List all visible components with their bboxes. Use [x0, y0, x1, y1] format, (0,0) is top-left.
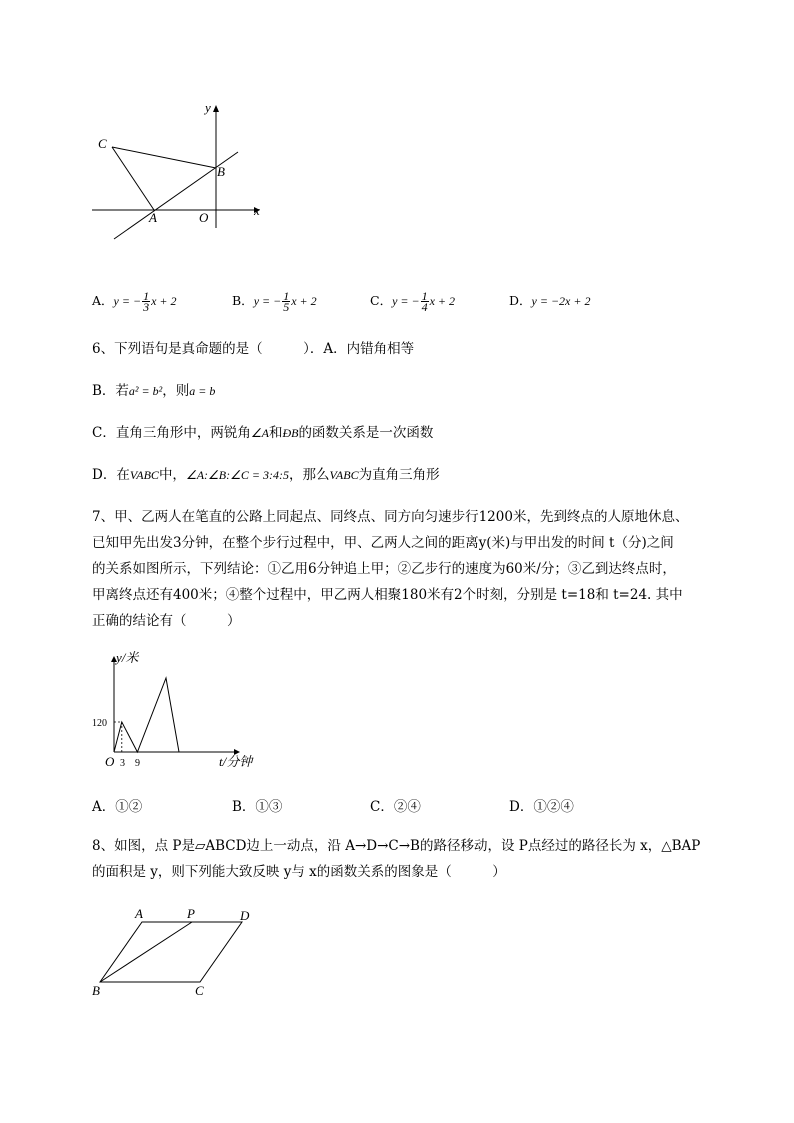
- option-expr-rhs: x + 2: [429, 294, 456, 308]
- origin-label: O: [105, 754, 115, 769]
- q5-option-c[interactable]: [370, 291, 455, 312]
- segment-bp: [100, 922, 192, 982]
- option-letter: B．: [232, 293, 254, 308]
- label-p: P: [187, 906, 195, 921]
- segment-ca: [112, 147, 154, 210]
- label-a: A: [135, 906, 143, 921]
- segment-cb: [112, 147, 216, 168]
- q7-option-b[interactable]: B．①③: [232, 799, 283, 815]
- label-x: x: [254, 203, 260, 218]
- distance-series-line: [114, 678, 179, 752]
- q7-stem-line1: 7、甲、乙两人在笔直的公路上同起点、同终点、同方向匀速步行1200米，先到终点的人原地休息、: [92, 509, 689, 525]
- label-d: D: [240, 908, 250, 923]
- fraction: $\frac{1}{3}$: [143, 289, 150, 314]
- q6-option-d[interactable]: D．在VABC中，∠A:∠B:∠C = 3:4:5，那么VABC为直角三角形: [92, 467, 440, 483]
- option-expr: y = −2x + 2: [531, 294, 591, 308]
- q8-stem-line2: 的面积是 y，则下列能大致反映 y与 x的函数关系的图象是（ ）: [92, 864, 506, 880]
- q7-option-c[interactable]: C．②④: [370, 799, 421, 815]
- option-expr-rhs: x + 2: [151, 294, 177, 308]
- tick-label-3: 3: [120, 758, 125, 769]
- q8-stem-line1: 8、如图，点 P是▱ABCD边上一动点，沿 A→D→C→B的路径移动，设 P点经过的路径长为 x，△BAP: [92, 838, 701, 854]
- y-axis-label: y/米: [116, 650, 139, 665]
- q5-option-b[interactable]: [232, 291, 317, 312]
- fraction: $\frac{1}{4}$: [421, 289, 428, 314]
- q5-option-d[interactable]: [509, 291, 590, 309]
- option-letter: C．: [370, 293, 393, 308]
- label-b: B: [92, 983, 100, 998]
- q7-stem-line4: 甲离终点还有400米；④整个过程中，甲乙两人相聚180米有2个时刻，分别是 t=18和 t=24. 其中: [92, 587, 683, 603]
- q5-option-a[interactable]: [92, 291, 177, 312]
- option-expr-lhs: y = −: [253, 294, 282, 308]
- q7-stem-line3: 的关系如图所示，下列结论：①乙用6分钟追上甲；②乙步行的速度为60米/分；③乙到达终点时，: [92, 561, 676, 577]
- option-expr-lhs: y = −: [392, 294, 420, 308]
- q6-stem: 6、下列语句是真命题的是（ ）．A．内错角相等: [92, 341, 415, 357]
- option-expr-rhs: x + 2: [291, 294, 317, 308]
- label-c: C: [195, 983, 204, 998]
- q7-option-d[interactable]: D．①②④: [509, 799, 574, 815]
- y-axis-arrow: [213, 105, 219, 112]
- tick-label-120: 120: [92, 718, 107, 729]
- x-axis-label: t/分钟: [219, 754, 253, 769]
- option-letter: A．: [92, 293, 114, 308]
- figure-parallelogram: [88, 904, 268, 1004]
- parallelogram-abcd: [100, 922, 242, 982]
- label-o: O: [199, 210, 209, 225]
- q7-option-a[interactable]: A．①②: [92, 799, 143, 815]
- q7-stem-line2: 已知甲先出发3分钟，在整个步行过程中，甲、乙两人之间的距离y(米)与甲出发的时间 t（分)之间: [92, 535, 674, 551]
- option-letter: D．: [509, 293, 532, 308]
- label-b: B: [217, 164, 225, 179]
- label-y: y: [205, 100, 211, 115]
- q6-option-c[interactable]: C．直角三角形中，两锐角∠A和ÐB的函数关系是一次函数: [92, 425, 434, 441]
- figure-coordinate-triangle: [88, 98, 278, 248]
- q7-stem-line5: 正确的结论有（ ）: [92, 613, 241, 629]
- option-expr-lhs: y = −: [113, 294, 142, 308]
- fraction: $\frac{1}{5}$: [283, 289, 290, 314]
- label-c: C: [98, 136, 107, 151]
- figure-distance-time-graph: [88, 648, 258, 770]
- tick-label-9: 9: [135, 758, 140, 769]
- q6-option-b[interactable]: B．若a² = b²，则a = b: [92, 383, 216, 399]
- label-a: A: [149, 210, 157, 225]
